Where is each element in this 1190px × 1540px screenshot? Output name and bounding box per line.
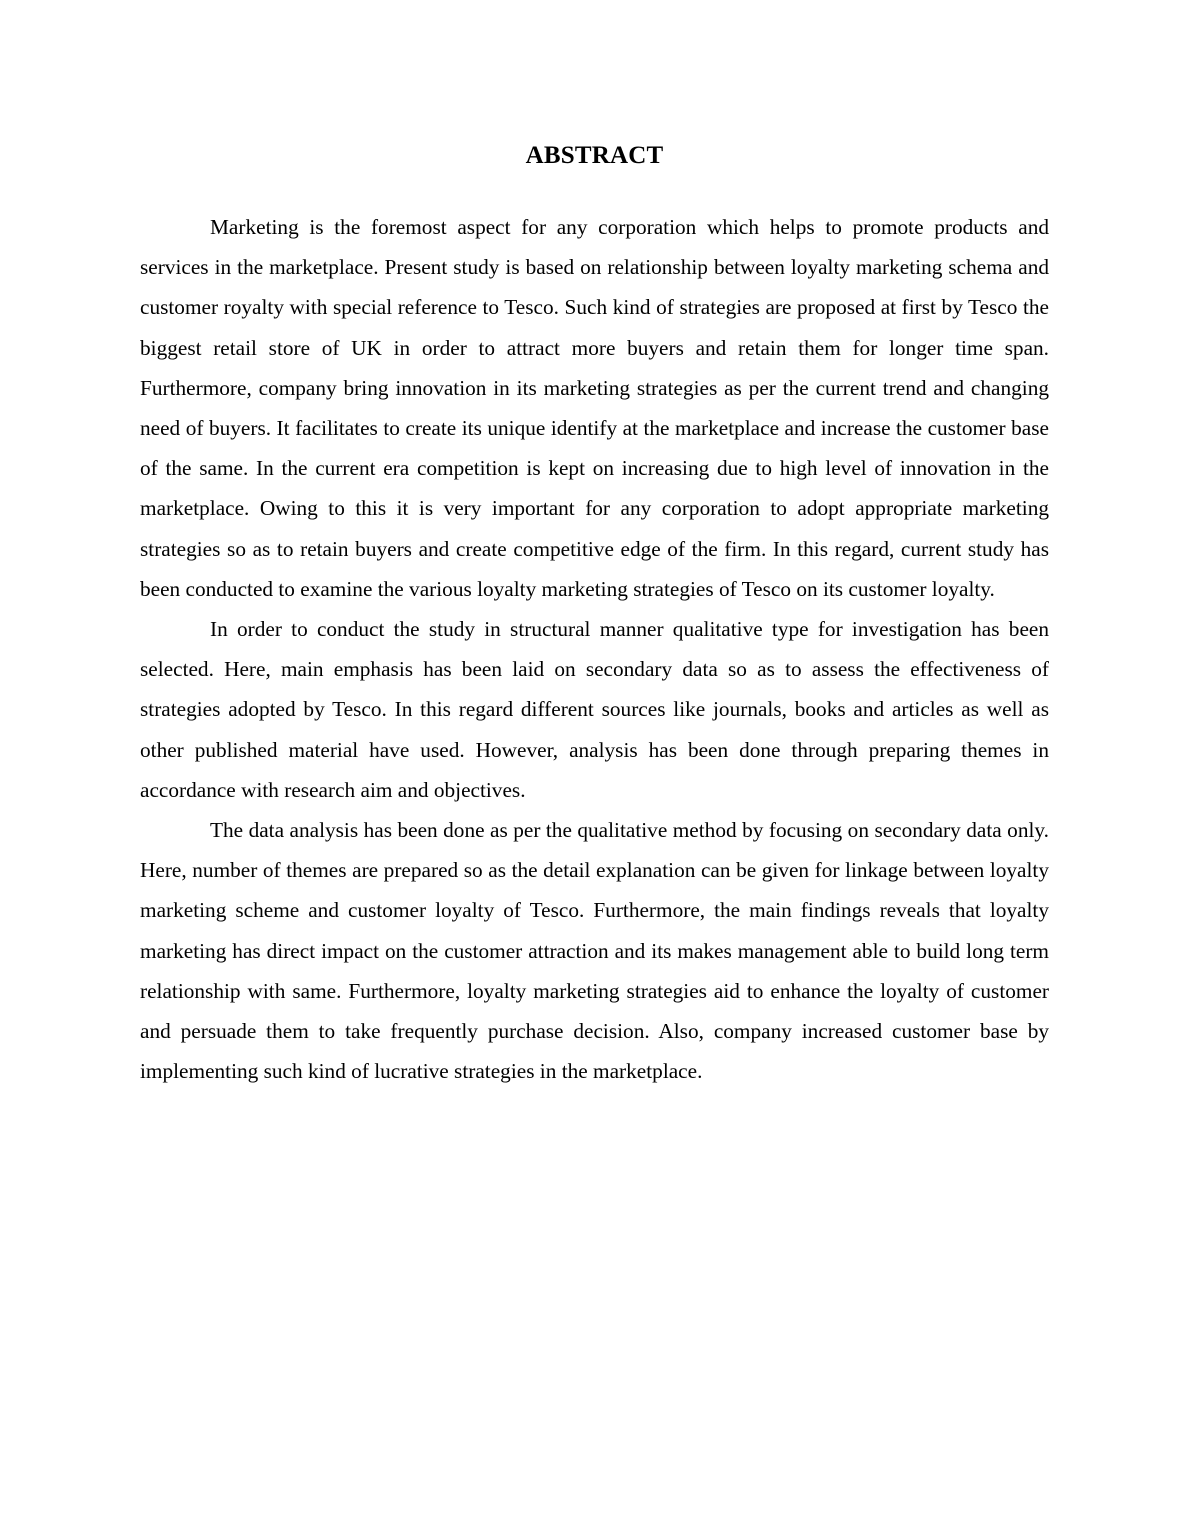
- page-title: ABSTRACT: [525, 142, 664, 169]
- paragraph: The data analysis has been done as per the qualitative method by focusing on secondary data only. Here, number of themes are prepared so as the detail explanation can be given for linkage between loyalty marketing scheme and customer loyalty of Tesco. Furthermore, the main findings reveals that loyalty marketing has direct impact on the customer attraction and its makes management able to build long term relationship with same. Furthermore, loyalty marketing strategies aid to enhance the loyalty of customer and persuade them to take frequently purchase decision. Also, company increased customer base by implementing such kind of lucrative strategies in the marketplace.: [140, 818, 1049, 1084]
- page-content: [140, 138, 1049, 1091]
- abstract-body: [140, 207, 1049, 1091]
- paragraph: In order to conduct the study in structural manner qualitative type for investigation has been selected. Here, main emphasis has been laid on secondary data so as to assess the effectiveness of strategies adopted by Tesco. In this regard different sources like journals, books and articles as well as other published material have used. However, analysis has been done through preparing themes in accordance with research aim and objectives.: [140, 617, 1049, 802]
- paragraph: Marketing is the foremost aspect for any corporation which helps to promote products and services in the marketplace. Present study is based on relationship between loyalty marketing schema and customer royalty with special reference to Tesco. Such kind of strategies are proposed at first by Tesco the biggest retail store of UK in order to attract more buyers and retain them for longer time span. Furthermore, company bring innovation in its marketing strategies as per the current trend and changing need of buyers. It facilitates to create its unique identify at the marketplace and increase the customer base of the same. In the current era competition is kept on increasing due to high level of innovation in the marketplace. Owing to this it is very important for any corporation to adopt appropriate marketing strategies so as to retain buyers and create competitive edge of the firm. In this regard, current study has been conducted to examine the various loyalty marketing strategies of Tesco on its customer loyalty.: [140, 215, 1049, 601]
